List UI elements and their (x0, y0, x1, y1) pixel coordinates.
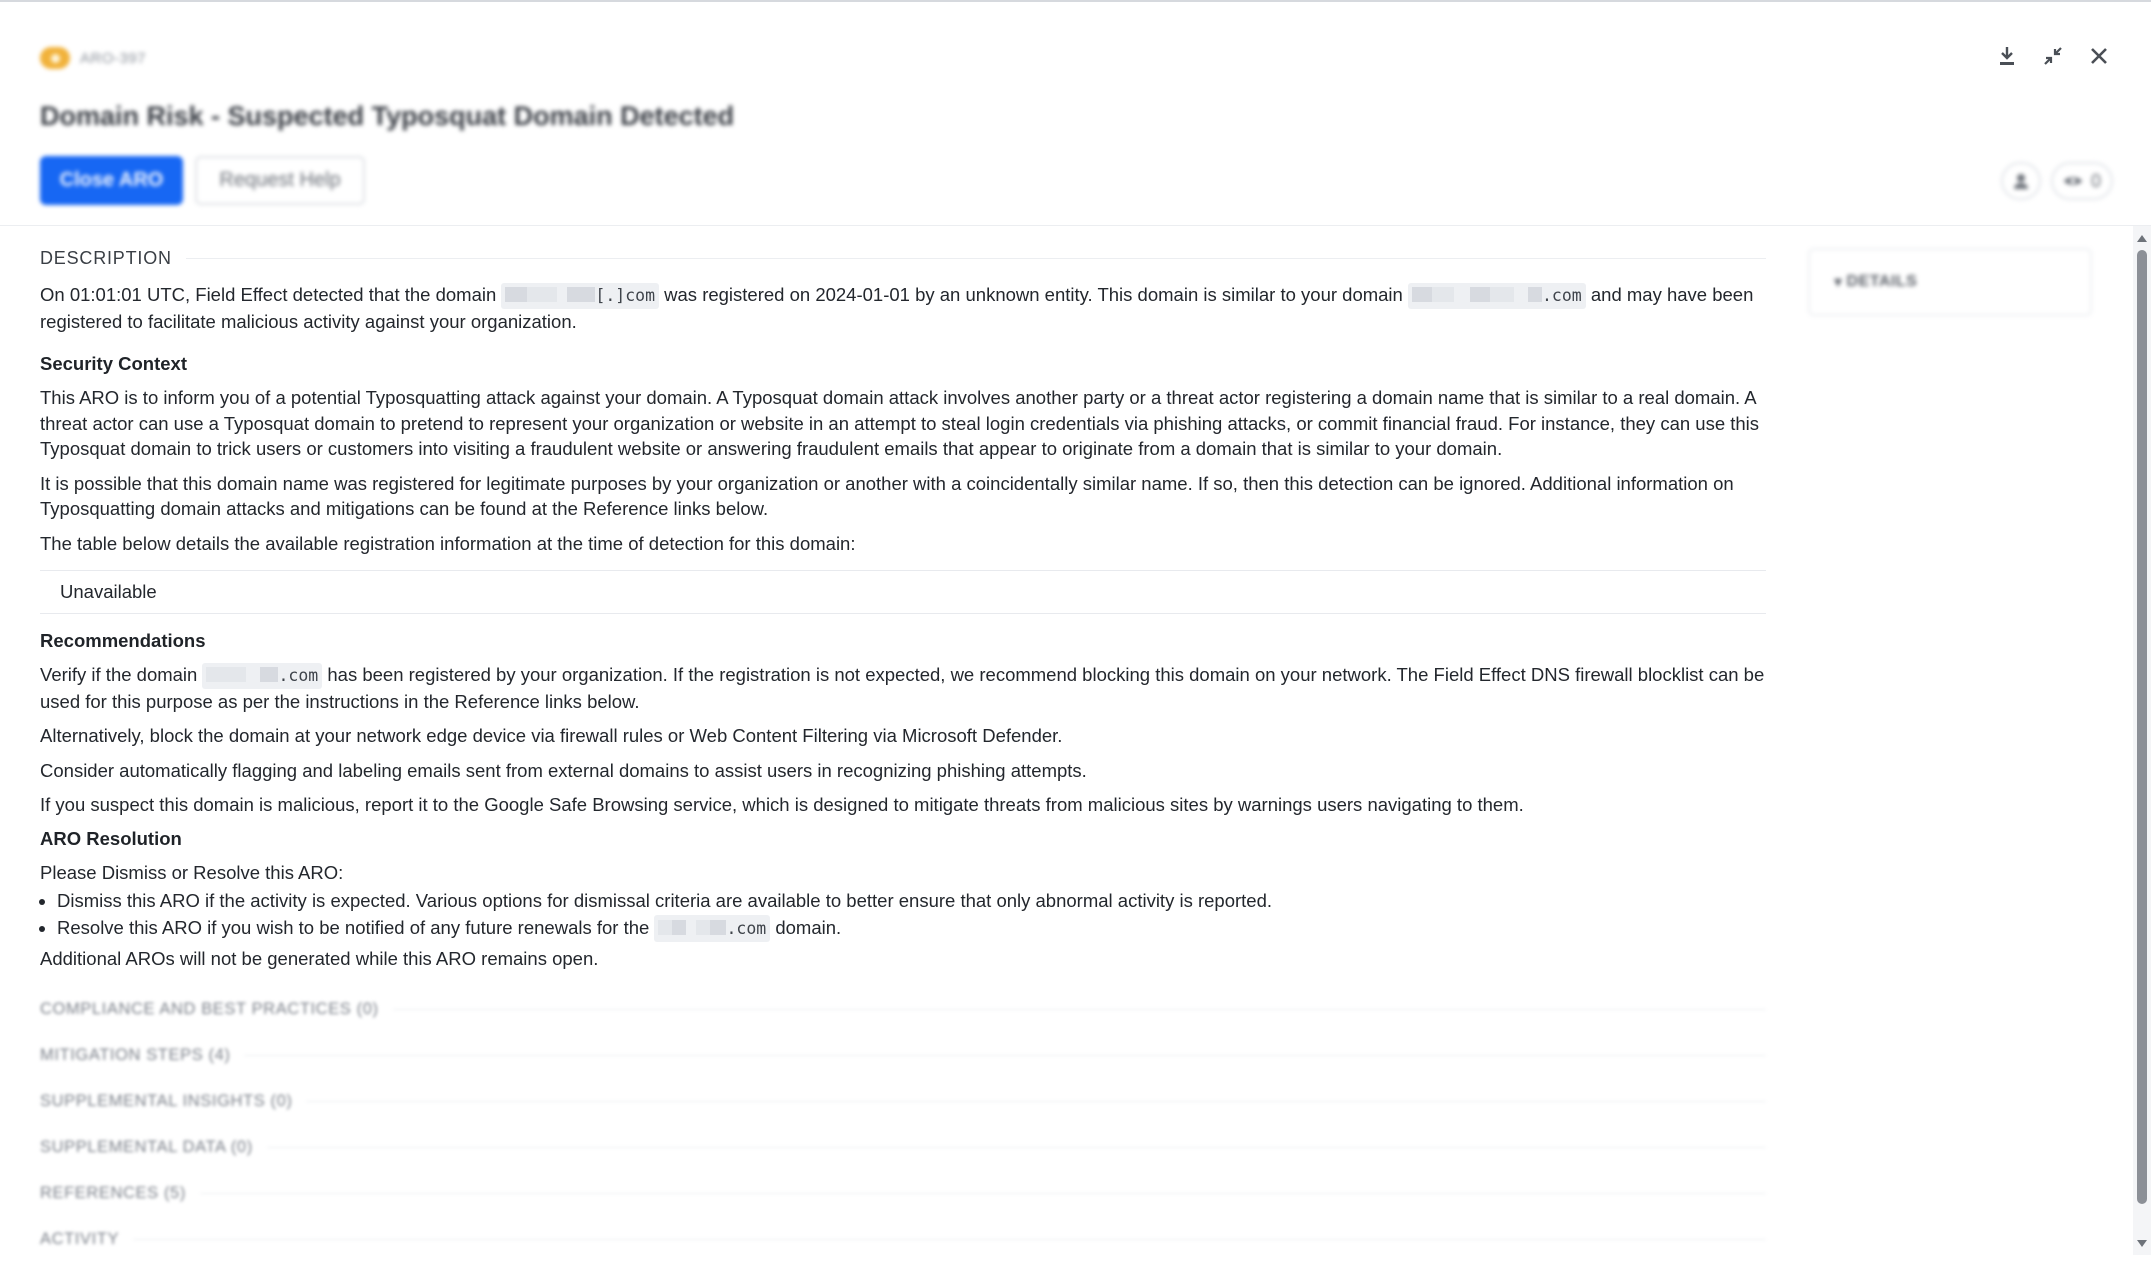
security-context-heading: Security Context (40, 353, 188, 374)
recommendation-paragraph: Consider automatically flagging and labeling emails sent from external domains to assist users in recognizing phishing attempts. (40, 759, 1087, 781)
scroll-down-arrow[interactable] (2137, 1240, 2147, 1247)
section-mitigation-steps[interactable]: MITIGATION STEPS (4) (40, 1033, 1766, 1079)
header-divider (0, 225, 2151, 226)
description-section-header[interactable] (40, 248, 1766, 269)
add-watcher-button[interactable] (2001, 162, 2041, 200)
watchers-button[interactable] (2051, 162, 2113, 200)
section-supplemental-data[interactable]: SUPPLEMENTAL DATA (0) (40, 1125, 1766, 1171)
section-supplemental-insights[interactable]: SUPPLEMENTAL INSIGHTS (0) (40, 1079, 1766, 1125)
window-controls (1995, 44, 2111, 68)
download-icon[interactable] (1995, 44, 2019, 68)
registration-intro: The table below details the available registration information at the time of detection for this domain: (40, 532, 856, 554)
list-item: • Dismiss this ARO if the activity is expected. Various options for dismissal criteria are available to better ensure that only abnormal activity is reported. (57, 887, 1766, 914)
registration-table-cell: Unavailable (60, 581, 157, 602)
description-text: was registered on 2024-01-01 by an unknown entity. This domain is similar to your domain (664, 284, 1403, 305)
aro-identifier (40, 47, 146, 69)
watch-controls (2001, 162, 2113, 200)
chevron-down-icon: ▾ (1834, 274, 1843, 291)
recommendations-heading: Recommendations (40, 630, 206, 651)
window-top-border (0, 0, 2151, 2)
scrollbar-thumb[interactable] (2137, 250, 2147, 1204)
recommendation-paragraph: Verify if the domain .com has been registered by your organization. If the registration is not expected, we recommend blocking this domain on your network. The Field Effect DNS firewall blocklist can be used for this purpose as per the instructions in the Reference links below. (40, 664, 1765, 712)
security-context-paragraph: This ARO is to inform you of a potential Typosquatting attack against your domain. A Typosquat domain attack involves another party or a threat actor registering a domain name that is similar to a real domain. A threat actor can use a Typosquat domain to pretend to represent your organization or website in an attempt to steal login credentials via phishing attacks, or commit financial fraud. For instance, they can use this Typosquat domain to trick users or customers into visiting a fraudulent website or answering fraudulent emails that appear to originate from a domain that is similar to your domain. (40, 387, 1760, 459)
list-item: • Resolve this ARO if you wish to be notified of any future renewals for the .com domain. (57, 914, 1766, 942)
registration-table (40, 570, 1766, 614)
aro-resolution-heading: ARO Resolution (40, 827, 182, 849)
resolution-footer: Additional AROs will not be generated while this ARO remains open. (40, 948, 599, 969)
details-label: DETAILS (1846, 273, 1918, 290)
request-help-button[interactable]: Request Help (195, 156, 365, 205)
close-aro-button[interactable]: Close ARO (40, 156, 183, 205)
scroll-up-arrow[interactable] (2137, 235, 2147, 242)
section-activity[interactable]: ACTIVITY (40, 1217, 1766, 1263)
section-compliance[interactable]: COMPLIANCE AND BEST PRACTICES (0) (40, 987, 1766, 1033)
aro-content (40, 248, 1766, 1263)
page-title: Domain Risk - Suspected Typosquat Domain Detected (40, 101, 735, 131)
description-heading: DESCRIPTION (40, 248, 172, 268)
resolution-intro: Please Dismiss or Resolve this ARO: (40, 861, 344, 883)
close-icon[interactable] (2087, 44, 2111, 68)
description-paragraph (40, 282, 1766, 334)
add-watcher-icon (2011, 172, 2031, 190)
recommendation-paragraph: If you suspect this domain is malicious, report it to the Google Safe Browsing service, which is designed to mitigate threats from malicious sites by warnings users navigating to them. (40, 794, 1524, 815)
description-text: On 01:01:01 UTC, Field Effect detected that the domain (40, 284, 497, 305)
severity-badge (40, 47, 70, 69)
recommendation-paragraph: Alternatively, block the domain at your network edge device via firewall rules or Web Content Filtering via Microsoft Defender. (40, 725, 1063, 746)
security-context-paragraph: It is possible that this domain name was registered for legitimate purposes by your organization or another with a coincidentally similar name. If so, then this detection can be ignored. Additional information on Typosquatting domain attacks and mitigations can be found at the Reference links below. (40, 472, 1734, 519)
redacted-domain: .com (202, 663, 322, 689)
watchers-count: 0 (2090, 170, 2101, 191)
redacted-own-domain: .com (1408, 283, 1586, 309)
collapsed-sections (40, 987, 1766, 1263)
action-buttons (40, 156, 365, 205)
details-panel[interactable] (1808, 248, 2092, 316)
minimize-icon[interactable] (2041, 44, 2065, 68)
redacted-typosquat-domain: [.]com (501, 283, 659, 309)
eye-icon (2063, 174, 2083, 188)
section-references[interactable]: REFERENCES (5) (40, 1171, 1766, 1217)
resolution-list (40, 887, 1766, 942)
description-text: and may have been registered to facilitate malicious activity against your organization. (40, 284, 1754, 332)
aro-id: ARO-397 (80, 49, 147, 67)
redacted-domain: .com (654, 915, 770, 942)
